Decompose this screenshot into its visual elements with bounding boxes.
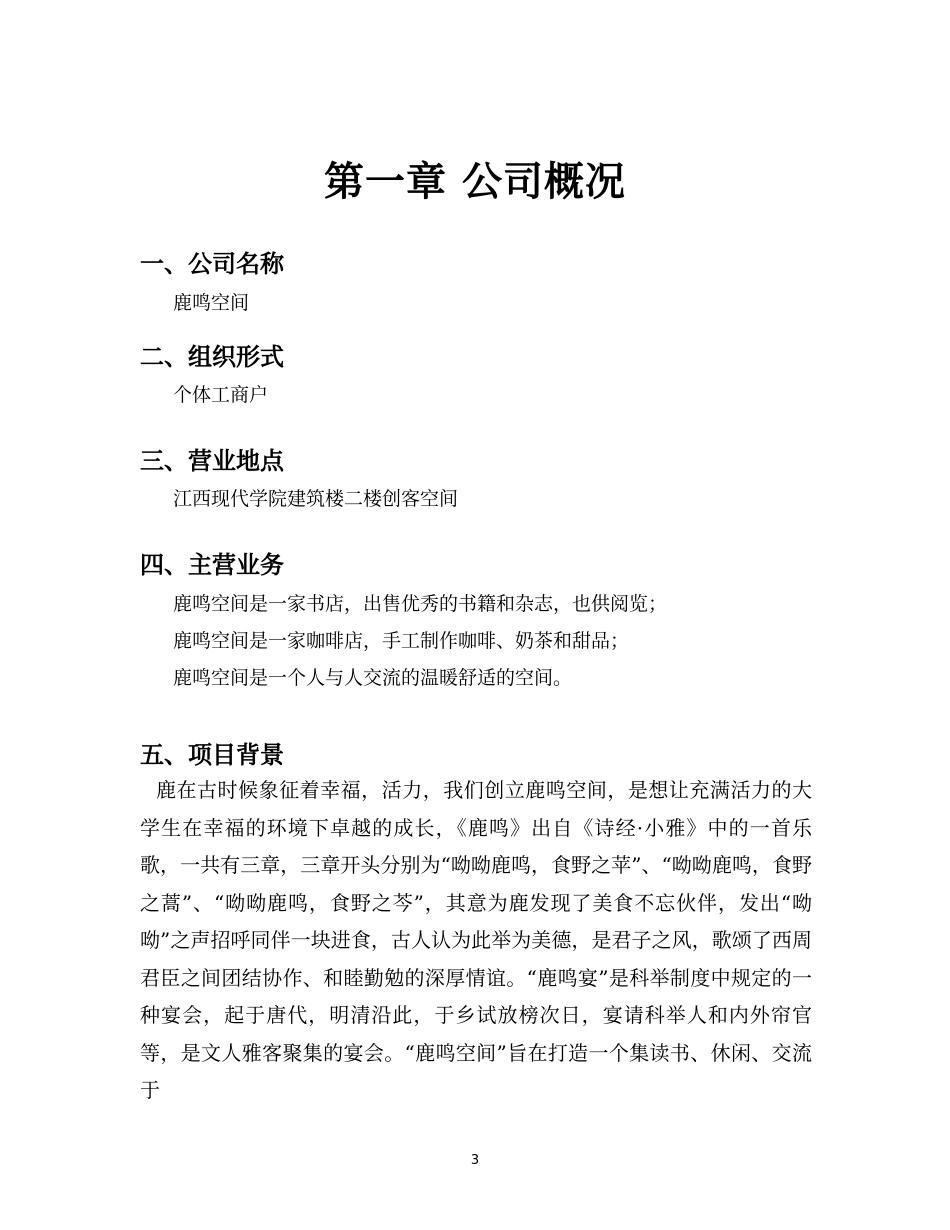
chapter-title: 第一章 公司概况 (324, 159, 626, 205)
section-heading-business-location: 三、营业地点 (140, 447, 284, 475)
section-heading-main-business: 四、主营业务 (140, 551, 284, 579)
organization-form-value: 个体工商户 (173, 384, 269, 406)
page-number: 3 (470, 1153, 480, 1168)
main-business-line: 鹿鸣空间是一家书店，出售优秀的书籍和杂志，也供阅览； (173, 593, 668, 615)
section-heading-company-name: 一、公司名称 (140, 250, 284, 278)
project-background-paragraph: 鹿在古时候象征着幸福，活力，我们创立鹿鸣空间，是想让充满活力的大学生在幸福的环境下卓越的成长，《鹿鸣》出自《诗经·小雅》中的一首乐歌，一共有三章，三章开头分别为“呦呦鹿鸣，食野之苹”、“呦呦鹿鸣，食野之蒿”、“呦呦鹿鸣，食野之芩”，其意为鹿发现了美食不忘伙伴，发出“呦呦”之声招呼同伴一块进食，古人认为此举为美德，是君子之风，歌颂了西周君臣之间团结协作、和睦勤勉的深厚情谊。“鹿鸣宴”是科举制度中规定的一种宴会，起于唐代，明清沿此，于乡试放榜次日，宴请科举人和内外帘官等，是文人雅客聚集的宴会。“鹿鸣空间”旨在打造一个集读书、休闲、交流于 (140, 778, 812, 1102)
section-heading-organization-form: 二、组织形式 (140, 343, 284, 371)
main-business-line: 鹿鸣空间是一个人与人交流的温暖舒适的空间。 (173, 667, 573, 689)
main-business-line: 鹿鸣空间是一家咖啡店，手工制作咖啡、奶茶和甜品； (173, 630, 630, 652)
company-name-value: 鹿鸣空间 (173, 292, 250, 314)
business-location-value: 江西现代学院建筑楼二楼创客空间 (173, 488, 459, 510)
section-heading-project-background: 五、项目背景 (140, 741, 284, 769)
